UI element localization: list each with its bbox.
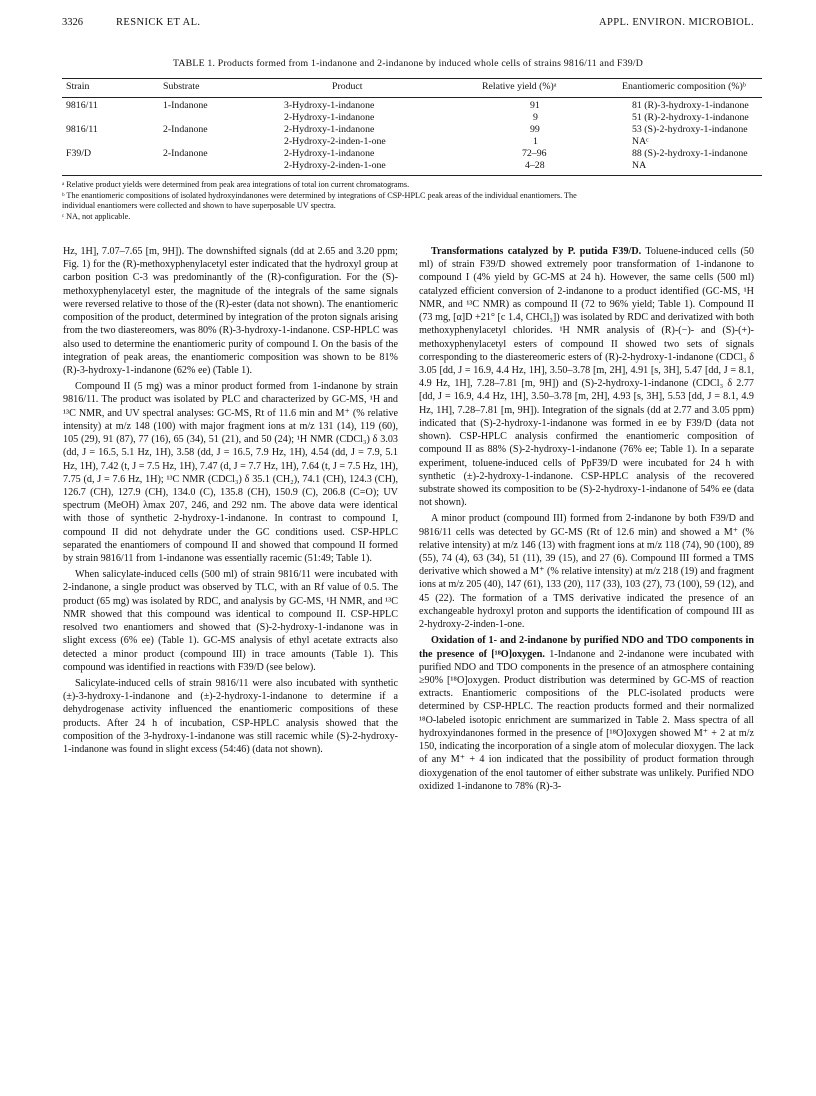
table-header-rule bbox=[62, 97, 762, 98]
table-cell-product: 2-Hydroxy-2-inden-1-one bbox=[284, 136, 386, 147]
section-heading: Transformations catalyzed by P. putida F39/D. bbox=[431, 246, 642, 257]
table-cell-strain: F39/D bbox=[66, 148, 92, 159]
table-cell-product: 2-Hydroxy-2-inden-1-one bbox=[284, 160, 386, 171]
left-column bbox=[63, 245, 398, 756]
paragraph-text: A minor product (compound III) formed from 2-indanone by both F39/D and 9816/11 cells was detected by GC-MS (Rt of 12.6 min) and showed a M⁺ (% relative intensity) at m/z 146 (13) with fragment ions at m/z 118 (74), 90 (100), 89 (55), 74 (4), 63 (34), 51 (11), 39 (15), and 27 (6). Compound III formed a TMS derivative which showed a M⁺ (% relative intensity) at m/z 218 (19) and fragment ions at m/z 205 (40), 147 (61), 133 (20), 117 (33), 103 (27), 73 (100), 59 (12), and 45 (22). The formation of a TMS derivative indicated the presence of an exchangeable hydroxyl proton and supports the identification of compound III as 2-hydroxy-2-inden-1-one. bbox=[419, 513, 754, 631]
right-column bbox=[419, 245, 754, 793]
table-footnote: ᵃ Relative product yields were determined from peak area integrations of total ion current chromatograms. bbox=[62, 180, 410, 189]
column-header-yield: Relative yield (%)ᵃ bbox=[482, 81, 557, 92]
table-footnote: ᵇ The enantiomeric compositions of isolated hydroxyindanones were determined by integrations of CSP-HPLC peak areas of the individual enantiomers. The bbox=[62, 191, 577, 200]
body-paragraph: Compound II (5 mg) was a minor product formed from 1-indanone by strain 9816/11. The product was isolated by PLC and characterized by GC-MS, ¹H and ¹³C NMR, and UV spectral analyses: GC-MS, Rt of 11.6 min and M⁺ (% relative intensity) at m/z 148 (100) with major fragment ions at m/z 131 (14), 119 (60), 105 (29), 91 (87), 77 (16), 65 (34), 51 (21), and 50 (24); ¹H NMR (CDCl₃) δ 3.03 (dd, J = 16.5, 5.1 Hz, 1H), 3.58 (dd, J = 16.5, 7.9 Hz, 1H), 4.54 (dd, J = 7.9, 5.1 Hz, 1H), 7.42 (t, J = 7.5 Hz, 1H), 7.47 (d, J = 7.7 Hz, 1H), 7.64 (t, J = 7.5 Hz, 1H), 7.75 (d, J = 7.6 Hz, 1H); ¹³C NMR (CDCl₃) δ 35.1 (CH₂), 74.1 (CH), 124.3 (CH), 126.7 (CH), 127.9 (CH), 134.0 (C), 135.8 (CH), 150.9 (C), 206.8 (C=O); UV spectrum (MeOH) λmax 207, 246, and 292 nm. The above data were identical with those of synthetic 2-hydroxy-1-indanone. In contrast to compound I, compound II did not dehydrate under the GC conditions used. CSP-HPLC separated the enantiomers of compound II and showed that compound II formed by strain 9816/11 from 1-indanone was essentially racemic (51:49; Table 1). bbox=[63, 381, 398, 565]
body-paragraph bbox=[419, 634, 754, 793]
table-top-rule bbox=[62, 78, 762, 79]
table-cell-strain: 9816/11 bbox=[66, 100, 98, 111]
body-paragraph bbox=[419, 512, 754, 631]
running-authors: RESNICK ET AL. bbox=[116, 17, 201, 28]
column-header-strain: Strain bbox=[66, 81, 90, 92]
table-cell-yield: 91 bbox=[530, 100, 540, 111]
body-paragraph: Salicylate-induced cells of strain 9816/11 were also incubated with synthetic (±)-3-hydroxy-1-indanone and (±)-2-hydroxy-1-indanone to determine if a dehydrogenase activity influenced the enantiomeric compositions of these products. After 24 h of incubation, CSP-HPLC analysis showed that the composition of the 3-hydroxy-1-indanone was still racemic while (S)-2-hydroxy-1-indanone was found in slight excess (54:46) (data not shown). bbox=[63, 678, 398, 756]
table-cell-yield: 9 bbox=[533, 112, 538, 123]
table-cell-enantio: 53 (S)-2-hydroxy-1-indanone bbox=[632, 124, 748, 135]
page-number: 3326 bbox=[62, 17, 83, 28]
table-cell-strain: 9816/11 bbox=[66, 124, 98, 135]
column-header-substrate: Substrate bbox=[163, 81, 200, 92]
journal-name: APPL. ENVIRON. MICROBIOL. bbox=[599, 17, 754, 28]
table-cell-enantio: 51 (R)-2-hydroxy-1-indanone bbox=[632, 112, 749, 123]
table-cell-enantio: 81 (R)-3-hydroxy-1-indanone bbox=[632, 100, 749, 111]
table-cell-product: 2-Hydroxy-1-indanone bbox=[284, 148, 375, 159]
table-cell-yield: 99 bbox=[530, 124, 540, 135]
table-cell-substrate: 2-Indanone bbox=[163, 124, 208, 135]
body-paragraph: Hz, 1H], 7.07–7.65 [m, 9H]). The downshifted signals (dd at 2.65 and 3.20 ppm; Fig. 1) for the (R)-methoxyphenylacetyl ester indicated that the hydroxyl group at carbon position C-3 was predominantly of the (R)-configuration. For the (S)-methoxyphenylacetyl ester, the magnitude of the integrals of the same signals were reversed relative to those of the (R)-ester (data not shown). The enantiomeric composition of the product, determined by integration of the proton signals arising from the two diastereomers, was 80% (R)-3-hydroxy-1-indanone. CSP-HPLC was also used to determine the enantiomeric purity of compound I. On the basis of the integration of peak areas, the enantiomeric composition was shown to be 81% (R)-3-hydroxy-1-indanone (62% ee) (Table 1). bbox=[63, 246, 398, 376]
paragraph-text: Toluene-induced cells (50 ml) of strain F39/D showed extremely poor transformation of 1-indanone to compound I (4% yield by GC-MS at 24 h). However, the same cells (500 ml) catalyzed efficient conversion of 2-indanone to a product identified (GC-MS, ¹H NMR, and ¹³C NMR) as compound II (72 to 96% yield; Table 1). Compound II (73 mg, [α]D +21° [c 1.4, CHCl₃]) was isolated by RDC and derivatized with both methoxyphenylacetyl chlorides. ¹H NMR analysis of (R)-(−)- and (S)-(+)-methoxyphenylacetyl esters of compound II showed two sets of signals corresponding to the diastereomeric esters of (R)-2-hydroxy-1-indanone (CDCl₃ δ 3.05 [dd, J = 16.9, 4.4 Hz, 1H], 3.50–3.78 [m, 2H], 4.91 [s, 3H], 5.47 [dd, J = 8.1, 4.9 Hz, 1H], 7.28–7.81 [m, 9H]) and (S)-2-hydroxy-1-indanone (CDCl₃ δ 2.77 [dd, J = 16.9, 4.4 Hz, 1H], 3.50–3.78 [m, 2H], 4.93 [s, 3H], 5.53 [dd, J = 8.1, 4.9 Hz, 1H], 7.28–7.81 [m, 9H]). Integration of the signals (dd at 2.77 and 3.05 ppm) indicated that (S)-2-hydroxy-1-indanone was formed in ee by F39/D (data not shown). CSP-HPLC analysis confirmed the enantiomeric composition of compound II as 88% (S)-2-hydroxy-1-indanone (76% ee; Table 1). In a separate experiment, toluene-induced cells of PpF39/D were incubated for 24 h with synthetic (±)-2-hydroxy-1-indanone. CSP-HPLC analysis of the recovered substrate showed its composition to be (S)-2-hydroxy-1-indanone of 54% ee (data not shown). bbox=[419, 246, 754, 509]
section-heading: Oxidation of 1- and 2-indanone by purified NDO and TDO components in the presence of [¹⁸O]oxygen. bbox=[419, 635, 754, 660]
table-footnote: individual enantiomers were collected and shown to have superposable UV spectra. bbox=[62, 201, 336, 210]
body-paragraph bbox=[419, 245, 754, 509]
table-cell-product: 2-Hydroxy-1-indanone bbox=[284, 112, 375, 123]
table-cell-enantio: NAᶜ bbox=[632, 136, 649, 147]
table-cell-enantio: NA bbox=[632, 160, 647, 171]
column-header-product: Product bbox=[332, 81, 363, 92]
table-cell-yield: 4–28 bbox=[525, 160, 545, 171]
body-paragraph: When salicylate-induced cells (500 ml) of strain 9816/11 were incubated with 2-indanone, a single product was observed by TLC, with an Rf value of 0.5. The product (65 mg) was isolated by RDC, and analysis by GC-MS, ¹H NMR, and ¹³C NMR showed that this compound was identical to compound II. CSP-HPLC resolved two enantiomers and showed that (S)-2-hydroxy-1-indanone was in slight excess (6% ee) (Table 1). GC-MS analysis of ethyl acetate extracts also detected a minor product (compound III) in trace amounts (Table 1). This compound was identified in reactions with F39/D (see below). bbox=[63, 569, 398, 673]
table-cell-product: 2-Hydroxy-1-indanone bbox=[284, 124, 375, 135]
table-footnote: ᶜ NA, not applicable. bbox=[62, 212, 131, 221]
running-header bbox=[62, 17, 754, 31]
table-cell-substrate: 1-Indanone bbox=[163, 100, 208, 111]
table-cell-enantio: 88 (S)-2-hydroxy-1-indanone bbox=[632, 148, 748, 159]
paragraph-text: 1-Indanone and 2-indanone were incubated with purified NDO and TDO components in the presence of an atmosphere containing ≥90% [¹⁸O]oxygen. Product distribution was determined by GC-MS of reaction extracts. Enantiomeric compositions of the PLC-isolated products were determined by CSP-HPLC. The reaction products formed and their normalized ¹⁸O-labeled isotopic enrichment are summarized in Table 2. Mass spectra of all hydroxyindanones formed in the presence of [¹⁸O]oxygen showed M⁺ + 2 at m/z 150, indicating the incorporation of a single atom of molecular dioxygen. The lack of any M⁺ + 4 ion indicated that the possibility of product formation through dioxygenation of the enol tautomer of either substrate was unlikely. Purified NDO oxidized 1-indanone to 78% (R)-3- bbox=[419, 648, 754, 792]
table-cell-substrate: 2-Indanone bbox=[163, 148, 208, 159]
table-cell-product: 3-Hydroxy-1-indanone bbox=[284, 100, 375, 111]
table-bottom-rule bbox=[62, 175, 762, 176]
table-caption: TABLE 1. Products formed from 1-indanone and 2-indanone by induced whole cells of strains 9816/11 and F39/D bbox=[172, 58, 643, 69]
table-cell-yield: 72–96 bbox=[522, 148, 547, 159]
table-cell-yield: 1 bbox=[533, 136, 538, 147]
column-header-enantiomeric: Enantiomeric composition (%)ᵇ bbox=[622, 81, 746, 92]
